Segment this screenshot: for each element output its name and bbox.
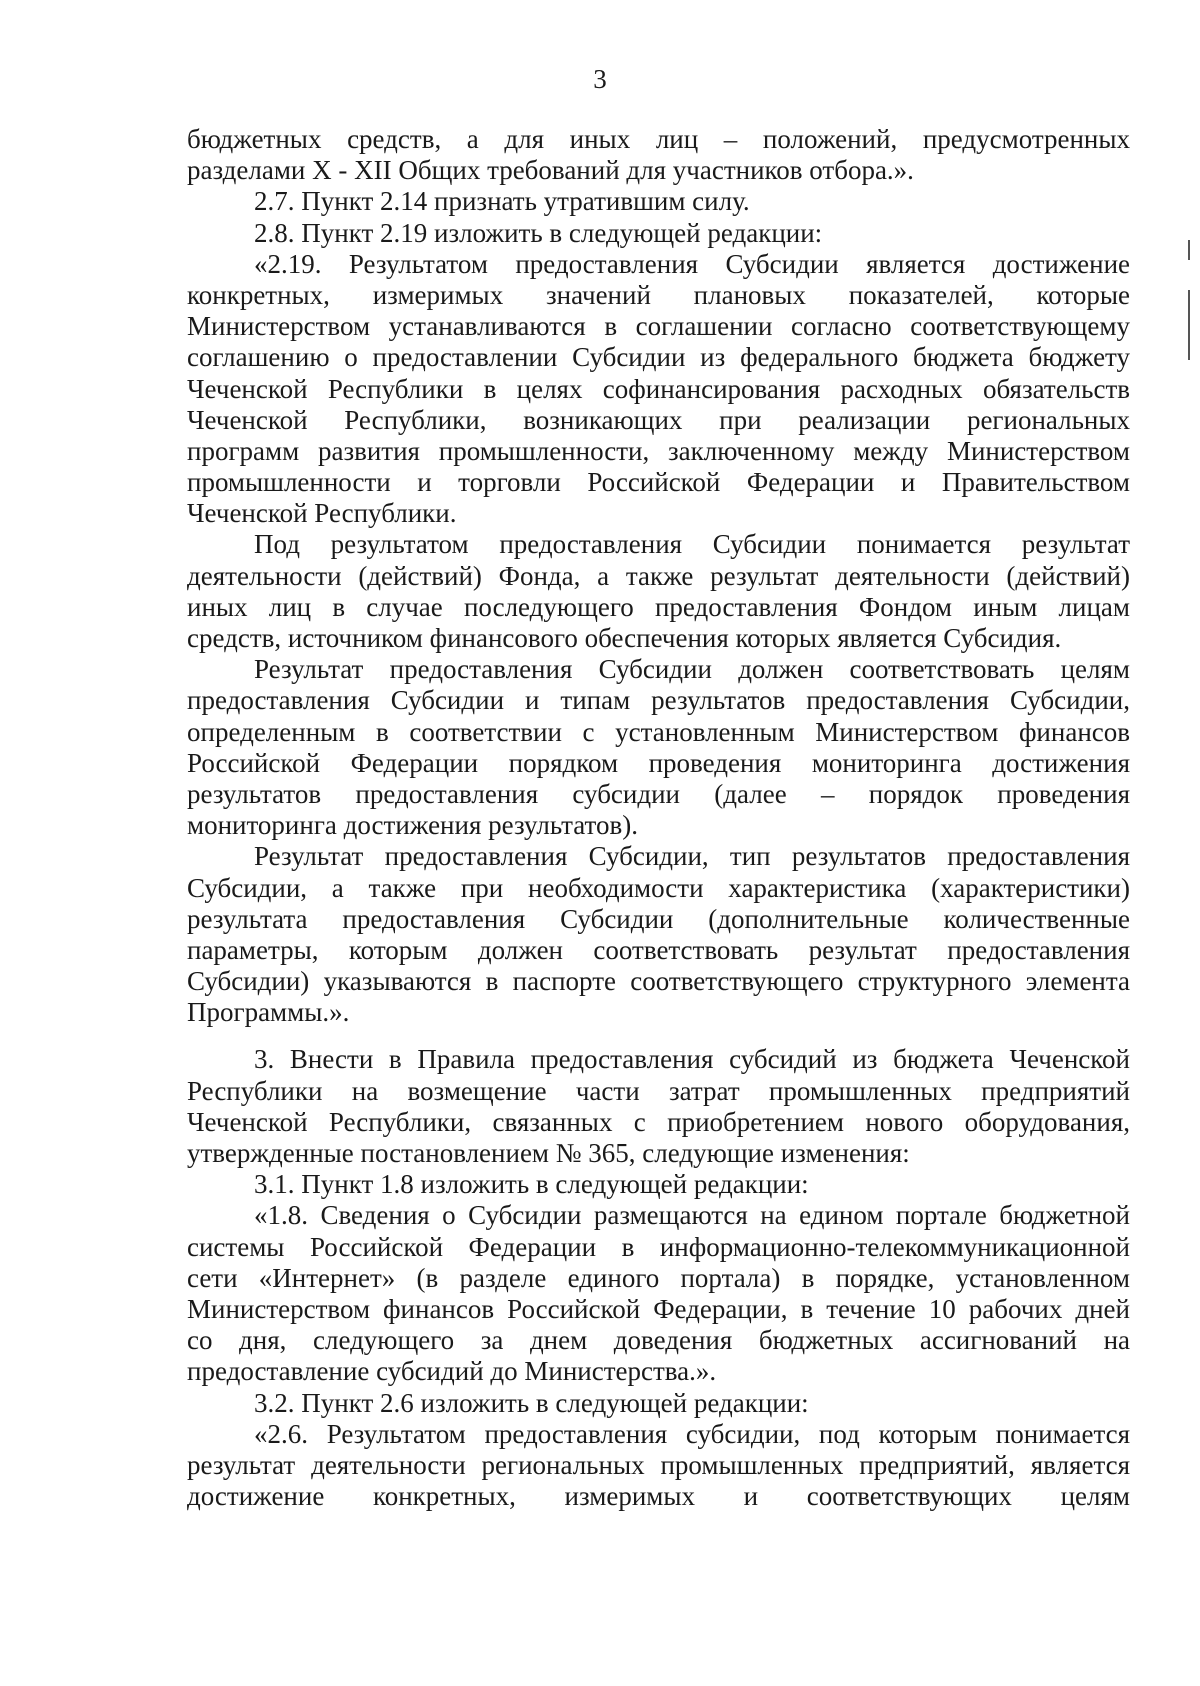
margin-scan-mark	[1188, 240, 1190, 260]
text-line: достижение конкретных, измеримых и соответствующих целям	[187, 1481, 1130, 1512]
text-line: Субсидии, а также при необходимости характеристика (характеристики)	[187, 872, 1130, 903]
text-line: разделами X - XII Общих требований для участников отбора.».	[187, 155, 914, 186]
text-line: Программы.».	[187, 997, 350, 1028]
text-line: Под результатом предоставления Субсидии понимается результат	[254, 529, 1130, 560]
text-line: деятельности (действий) Фонда, а также результат деятельности (действий)	[187, 560, 1130, 591]
text-line: предоставление субсидий до Министерства.».	[187, 1356, 717, 1387]
text-line: Российской Федерации порядком проведения мониторинга достижения	[187, 747, 1130, 778]
text-line: промышленности и торговли Российской Федерации и Правительством	[187, 467, 1130, 498]
text-line: Результат предоставления Субсидии должен соответствовать целям	[254, 654, 1130, 685]
text-line: предоставления Субсидии и типам результатов предоставления Субсидии,	[187, 685, 1130, 716]
text-line: результата предоставления Субсидии (дополнительные количественные	[187, 903, 1130, 934]
paragraph-gap	[187, 1028, 1130, 1044]
text-line: Чеченской Республики, возникающих при реализации региональных	[187, 404, 1130, 435]
text-line: системы Российской Федерации в информационно-телекоммуникационной	[187, 1231, 1130, 1262]
text-line: результат деятельности региональных промышленных предприятий, является	[187, 1449, 1130, 1480]
text-line: со дня, следующего за днем доведения бюджетных ассигнований на	[187, 1325, 1130, 1356]
text-line: иных лиц в случае последующего предоставления Фондом иным лицам	[187, 591, 1130, 622]
text-line: Результат предоставления Субсидии, тип результатов предоставления	[254, 841, 1130, 872]
page-number: 3	[593, 64, 607, 94]
margin-scan-mark	[1188, 290, 1190, 360]
text-line: результатов предоставления субсидии (далее – порядок проведения	[187, 778, 1130, 809]
text-line: 2.7. Пункт 2.14 признать утратившим силу.	[254, 186, 750, 217]
text-line: 3.1. Пункт 1.8 изложить в следующей редакции:	[254, 1169, 809, 1200]
text-line: 3.2. Пункт 2.6 изложить в следующей редакции:	[254, 1387, 809, 1418]
text-line: Министерством устанавливаются в соглашении согласно соответствующему	[187, 311, 1130, 342]
text-line: Министерством финансов Российской Федерации, в течение 10 рабочих дней	[187, 1293, 1130, 1324]
text-line: Республики на возмещение части затрат промышленных предприятий	[187, 1075, 1130, 1106]
document-body	[187, 124, 1130, 1512]
text-line: средств, источником финансового обеспечения которых является Субсидия.	[187, 623, 1062, 653]
text-line: мониторинга достижения результатов).	[187, 810, 638, 841]
text-line: Субсидии) указываются в паспорте соответствующего структурного элемента	[187, 966, 1130, 997]
text-line: определенным в соответствии с установленным Министерством финансов	[187, 716, 1130, 747]
text-line: «2.6. Результатом предоставления субсидии, под которым понимается	[254, 1418, 1130, 1449]
text-line: Чеченской Республики, связанных с приобретением нового оборудования,	[187, 1106, 1130, 1137]
text-line: Чеченской Республики в целях софинансирования расходных обязательств	[187, 373, 1130, 404]
text-line: Чеченской Республики.	[187, 498, 457, 529]
text-line: 2.8. Пункт 2.19 изложить в следующей редакции:	[254, 217, 823, 248]
text-line: сети «Интернет» (в разделе единого портала) в порядке, установленном	[187, 1262, 1130, 1293]
text-line: «1.8. Сведения о Субсидии размещаются на едином портале бюджетной	[254, 1200, 1130, 1231]
text-line: бюджетных средств, а для иных лиц – положений, предусмотренных	[187, 124, 1130, 154]
text-line: утвержденные постановлением № 365, следующие изменения:	[187, 1138, 910, 1168]
text-line: программ развития промышленности, заключенному между Министерством	[187, 435, 1130, 466]
text-line: параметры, которым должен соответствовать результат предоставления	[187, 934, 1130, 965]
text-line: соглашению о предоставлении Субсидии из федерального бюджета бюджету	[187, 342, 1130, 373]
text-line: «2.19. Результатом предоставления Субсидии является достижение	[254, 248, 1130, 279]
text-line: конкретных, измеримых значений плановых показателей, которые	[187, 279, 1130, 310]
text-line: 3. Внести в Правила предоставления субсидий из бюджета Чеченской	[254, 1044, 1130, 1075]
